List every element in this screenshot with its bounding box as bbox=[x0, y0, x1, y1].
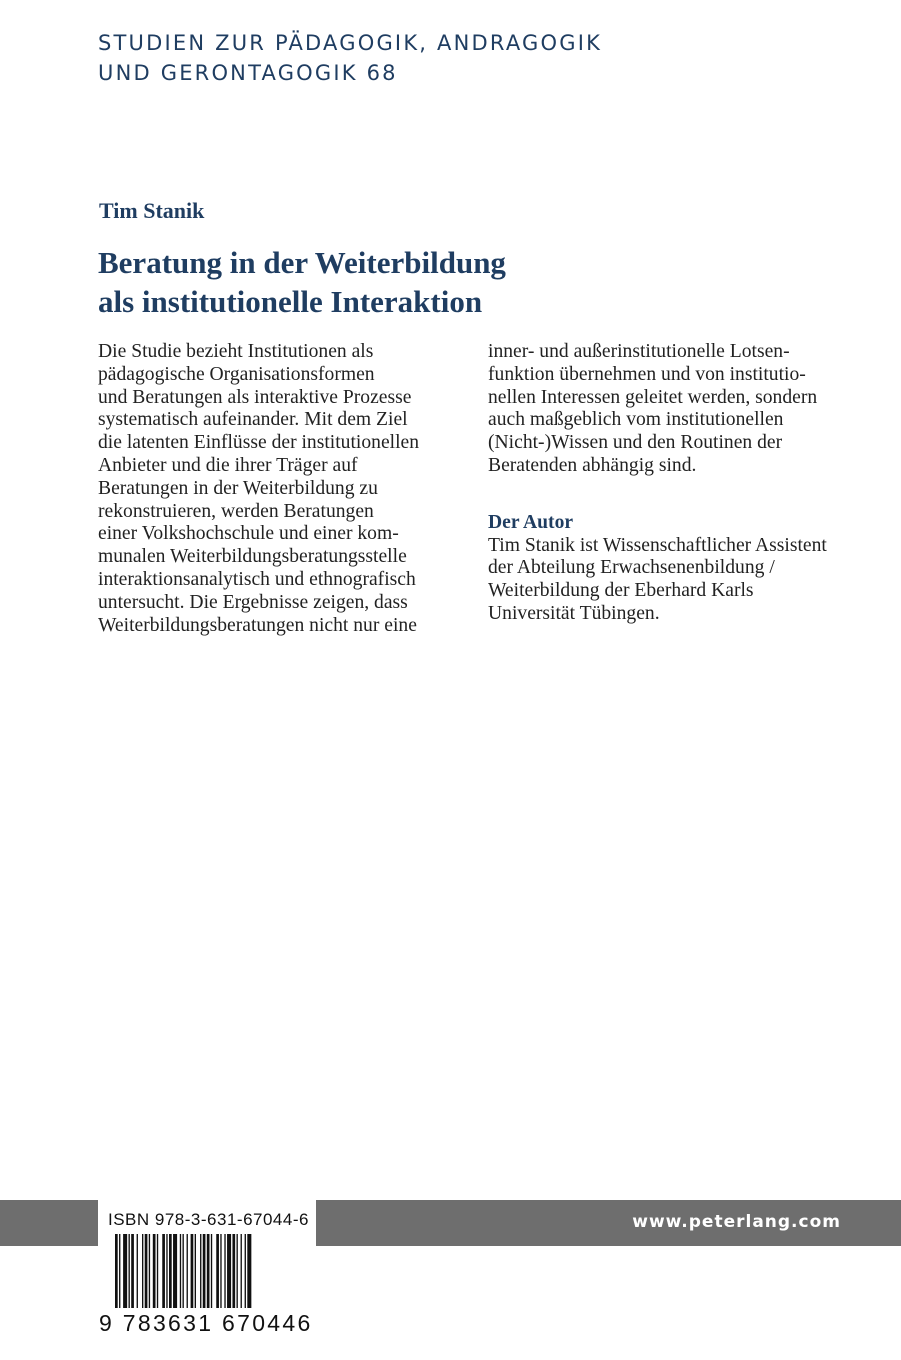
blurb-line: die latenten Einflüsse der institutionellen bbox=[98, 432, 420, 454]
barcode-bar bbox=[191, 1234, 194, 1308]
barcode-bar bbox=[115, 1234, 118, 1308]
blurb-right-column bbox=[488, 341, 848, 626]
series-title bbox=[98, 28, 818, 88]
section-gap bbox=[488, 478, 848, 512]
blurb-line: interaktionsanalytisch und ethnografisch bbox=[98, 568, 416, 590]
blurb-line: nellen Interessen geleitet werden, sondern bbox=[488, 386, 818, 408]
blurb-line: munalen Weiterbildungsberatungsstelle bbox=[98, 546, 407, 568]
blurb-left-column bbox=[98, 341, 458, 637]
about-author-line: Universität Tübingen. bbox=[488, 602, 660, 624]
barcode-bar bbox=[166, 1234, 167, 1308]
barcode-bar bbox=[195, 1234, 196, 1308]
blurb-line: rekonstruieren, werden Beratungen bbox=[98, 500, 374, 522]
about-author-heading: Der Autor bbox=[488, 511, 574, 533]
blurb-line: Weiterbildungsberatungen nicht nur eine bbox=[98, 614, 417, 636]
barcode-bar bbox=[180, 1234, 181, 1308]
blurb-line: (Nicht-)Wissen und den Routinen der bbox=[488, 432, 783, 454]
barcode-bar bbox=[137, 1234, 138, 1308]
barcode-bar bbox=[237, 1234, 238, 1308]
blurb-line: Beratenden abhängig sind. bbox=[488, 454, 697, 476]
author-name: Tim Stanik bbox=[99, 198, 205, 223]
barcode-bar bbox=[211, 1234, 212, 1308]
barcode-bar bbox=[131, 1234, 134, 1308]
blurb-line: Beratungen in der Weiterbildung zu bbox=[98, 477, 378, 499]
blurb-line: auch maßgeblich vom institutionellen bbox=[488, 409, 784, 431]
barcode-bar bbox=[145, 1234, 148, 1308]
barcode-bar bbox=[247, 1234, 251, 1308]
barcode-bar bbox=[162, 1234, 165, 1308]
book-title bbox=[98, 243, 818, 321]
blurb-line: Anbieter und die ihrer Träger auf bbox=[98, 454, 358, 476]
blurb-line: pädagogische Organisationsformen bbox=[98, 363, 375, 385]
publisher-url[interactable]: www.peterlang.com bbox=[632, 1212, 841, 1232]
barcode-bar bbox=[187, 1234, 188, 1308]
blurb-line: funktion übernehmen und von institutio- bbox=[488, 363, 806, 385]
barcode-bar bbox=[227, 1234, 231, 1308]
barcode-bar bbox=[224, 1234, 225, 1308]
barcode-bar bbox=[232, 1234, 235, 1308]
barcode-bar bbox=[245, 1234, 246, 1308]
barcode-bar bbox=[207, 1234, 210, 1308]
series-line-2: UND GERONTAGOGIK 68 bbox=[98, 61, 398, 85]
barcode-bar bbox=[149, 1234, 150, 1308]
barcode-bar bbox=[183, 1234, 184, 1308]
about-author-line: Tim Stanik ist Wissenschaftlicher Assistent bbox=[488, 534, 827, 556]
barcode-bar bbox=[200, 1234, 201, 1308]
blurb-line: untersucht. Die Ergebnisse zeigen, dass bbox=[98, 591, 408, 613]
barcode-bar bbox=[220, 1234, 221, 1308]
book-title-line-2: als institutionelle Interaktion bbox=[98, 284, 483, 319]
barcode-bar bbox=[142, 1234, 143, 1308]
blurb-line: einer Volkshochschule und einer kom- bbox=[98, 523, 399, 545]
about-author-line: der Abteilung Erwachsenenbildung / bbox=[488, 557, 775, 579]
barcode-bar bbox=[129, 1234, 130, 1308]
series-line-1: STUDIEN ZUR PÄDAGOGIK, ANDRAGOGIK bbox=[98, 31, 603, 55]
blurb-line: Die Studie bezieht Institutionen als bbox=[98, 341, 374, 362]
about-author-line: Weiterbildung der Eberhard Karls bbox=[488, 580, 754, 602]
blurb-line: systematisch aufeinander. Mit dem Ziel bbox=[98, 409, 408, 431]
barcode-bar bbox=[153, 1234, 156, 1308]
barcode-bar bbox=[123, 1234, 127, 1308]
barcode-bar bbox=[169, 1234, 172, 1308]
barcode-bar bbox=[216, 1234, 219, 1308]
blurb-line: und Beratungen als interaktive Prozesse bbox=[98, 386, 412, 408]
book-title-line-1: Beratung in der Weiterbildung bbox=[98, 245, 506, 280]
barcode-bar bbox=[173, 1234, 177, 1308]
barcode-digits: 9 783631 670446 bbox=[99, 1310, 313, 1336]
barcode-bar bbox=[157, 1234, 158, 1308]
barcode-bar bbox=[241, 1234, 242, 1308]
barcode-bar bbox=[119, 1234, 120, 1308]
isbn-label: ISBN 978-3-631-67044-6 bbox=[108, 1210, 309, 1229]
blurb-line: inner- und außerinstitutionelle Lotsen- bbox=[488, 341, 790, 362]
barcode-icon bbox=[115, 1234, 305, 1310]
barcode-bar bbox=[203, 1234, 206, 1308]
